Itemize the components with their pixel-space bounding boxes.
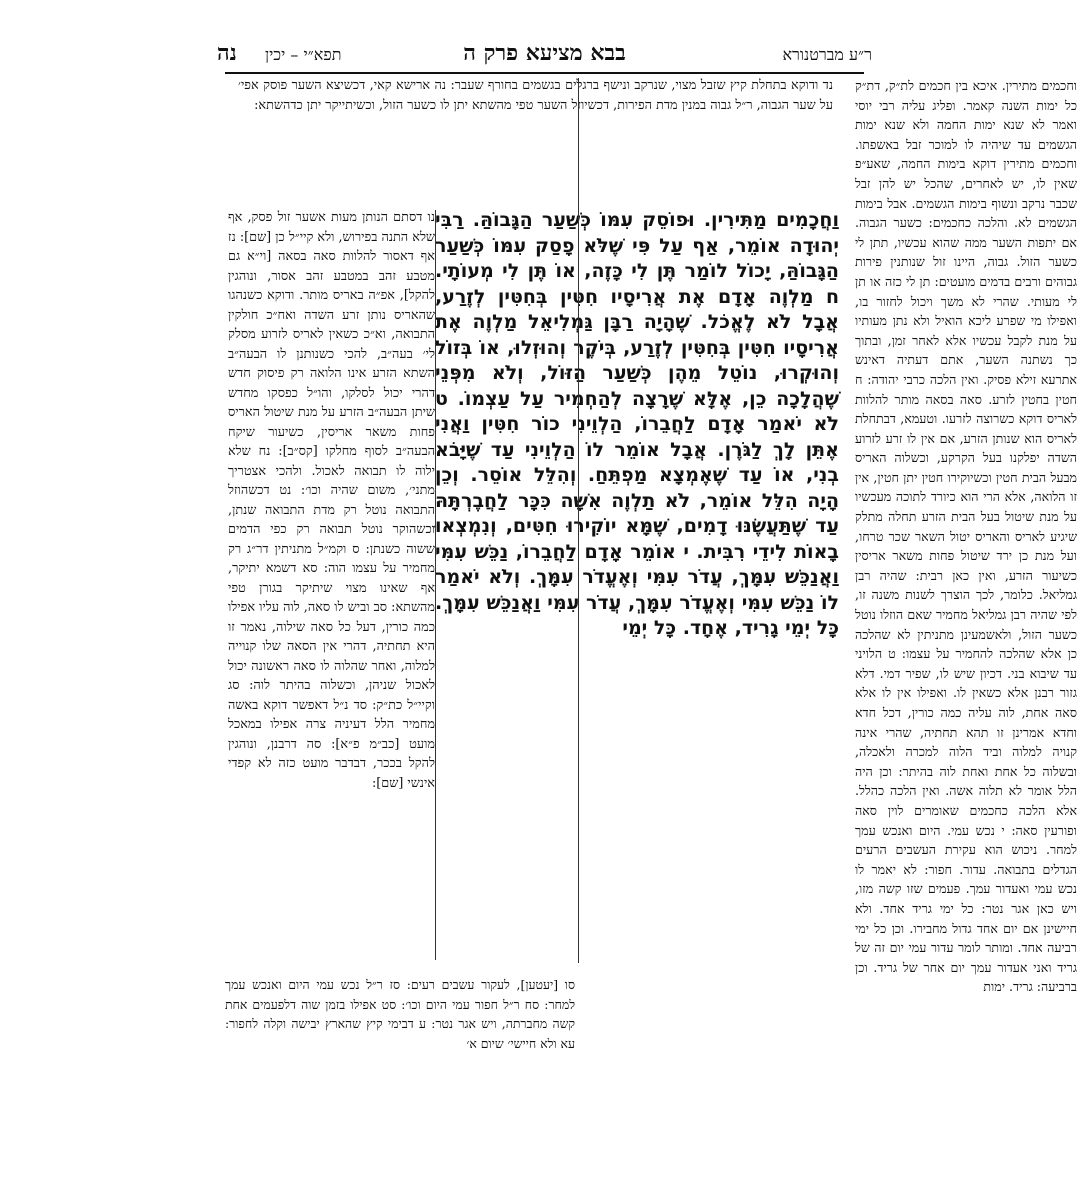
column-divider [578, 78, 579, 963]
column-divider [435, 210, 436, 960]
tifereth-yisrael-top: נד ודוקא בתחלת קיץ שזבל מצוי, שנרקב ונישף ברגלים בגשמים בחורף שעבר: נה ארישא קאי, דכשיצא השער פוסק אפי׳ על שער הגבוה, ר״ל גבוה במנין מדת הפירות, דכשיוזל השער טפי מהשתא יתן לו כשער הזול, וכשיתייקר יתן כדהשתא: [238, 78, 833, 113]
commentary-label-tifereth: תפא״י – יכין [265, 45, 342, 64]
tifereth-yisrael-bottom: סו [יעטען], לעקור עשבים רעים: סז ר״ל נכש עמי היום ואנכש עמך למחר: סח ר״ל חפור עמי היום וכו׳: סט אפילו בזמן שוה דלפעמים אחת קשה מחברתה, ויש אגר נטר: ע דבימי קיץ שהארץ יבישה וקלה לחפור: עא ולא חיישי׳ שיום א׳ [225, 977, 575, 1051]
page-header [217, 40, 872, 74]
tractate-chapter-title: בבא מציעא פרק ה [463, 40, 626, 66]
tifereth-yisrael-column: נו דסתם הנותן מעות אשער זול פסק, אף שלא התנה בפירוש, ולא קיי״ל כן [שם]: נז אף דאסור להלוות סאה בסאה [וי״א גם מטבע זהב במטבע זהב אסור, ונוהגין להקל], אפ״ה באריס מותר. ודוקא כשנהגו שהאריס נותן זרע השדה ואח״כ חולקין התבואה, וא״כ כשאין לאריס לזרוע מסלק לי׳ בעה״ב, להכי כשנותנן לו הבעה״ב השתא הזרע אינו הלואה רק פיסוק חדש דהרי יכול לסלקו, והו״ל כפסקו מחדש שיתן הבעה״ב הזרע על מנת שיטול האריס פחות משאר אריסין, כשיעור שיקח הבעה״ב לסוף מחלקו [קס״ב]: נח שלא ילוה לו תבואה לאכול. ולהכי אצטריך מתני׳, משום שהיה וכו׳: נט דכשהוזל התבואה נוטל רק מדת התבואה שנתן, וכשהוקר נוטל תבואה רק כפי הדמים ששוה כשנתן: ס וקמ״ל מתניתין דר״ג רק מחמיר על עצמו הוה: סא דשמא יתיקר, אף שאינו מצוי שיתיקר בגורן טפי מהשתא: סב וביש לו סאה, לוה עליו אפילו כמה כורין, דעל כל סאה שילוה, נאמר זו היא תחתיה, דהרי אין הסאה שלו קנוייה למלוה, ואחר שהלוה לו סאה ראשונה יכול לאכול שניהן, וכשלוה בהיתר לוה: סג וקיי״ל כת״ק: סד נ״ל דאפשר דוקא באשה מחמיר הלל דעיניה צרה אפילו במאכל מועט [כב״מ פ״א]: סה דרבנן, ונוהגין להקל בככר, דבדבר מועט כזה לא קפדי אינשי [שם]: [228, 210, 435, 791]
commentary-label-bartenura: ר״ע מברטנורא [782, 45, 872, 64]
bartenura-commentary: וחכמים מתירין. איכא בין חכמים לת״ק, דת״ק כל ימות השנה קאמר. ופליג עליה רבי יוסי ואמר לא שנא ימות החמה ולא שנא ימות הגשמים עד שיהיה לו למוכר זבל באשפתו. וחכמים מתירין דוקא בימות החמה, שאע״פ שאין לו, יש לאחרים, שהכל יש להן זבל שכבר נרקב ונשוף בימות הגשמים. אבל בימות הגשמים לא. והלכה כחכמים: כשער הגבוה. אם יתפות השער ממה שהוא עכשיו, תתן לי כשער הזול. גבוה, היינו זול שנותנין פירות גבוהים ורבים בדמים מועטים: תן לי כזה או תן לי מעותי. שהרי לא משך ויכול לחזור בו, ואפילו מי שפרע ליכא הואיל ולא נתן מעותיו על מנת לקבל עכשיו אלא לאחר זמן, ובתוך כך נשתנה השער, אתם דעתיה דאינש אתרעא זילא פסיק. ואין הלכה כרבי יהודה: ח חטין בחטין לזרע. סאה בסאה מותר להלוות לאריס דוקא כשרוצה לזרעו. וטעמא, דבתחלת לאריס הוא שנותן הזרע, אם אין לו זרע לזרוע השדה יפלקנו בעל הקרקע, וכשלוה האריס מבעל הבית חטין וכשיוקירו חטין יתן חטין, אין זו הלואה, אלא הרי הוא כיורד לתוכה מעכשיו על מנת שיטול בעל הבית הזרע תחלה מתלק שיגיע לאריס והאריס יטול השאר שכר טרחו, ועל מנת כן ירד שיטול פחות משאר אריסין כשיעור הזרע, ואין כאן רבית: שהיה רבן גמליאל. כלומר, לכך הוצרך לשנות משנה זו, לפי שהיה רבן גמליאל מחמיר שאם הוזלו נוטל כשער הזול, ולאשמעינן מתניתין לא שהלכה כן אלא שהלכה להחמיר על עצמו: ט הלויני עד שיבוא בני. דכיון שיש לו, שפיר דמי. דלא גזור רבנן אלא כשאין לו. ואפילו אין לו אלא סאה אחת, לוה עליה כמה כורין, דכל חדא וחדא אמרינן זו תהא תחתיה, שהרי אינה קנויה למלוה וביד הלוה למכרה ולאכלה, ובשלוה כל אחת ואחת לוה בהיתר: וכן היה הלל אומר לא תלוה אשה. ואין הלכה כהלל. אלא הלכה כחכמים שאומרים לוין סאה ופורעין סאה: י נכש עמי. היום ואנכש עמך למחר. ניכוש הוא עקירת העשבים הרעים הגדלים בתבואה. עדור. חפור: לא יאמר לו נכש עמי ואעדור עמך. פעמים שזו קשה מזו, ויש כאן אגר נטר: כל ימי גריד אחד. ולא חיישינן אם יום אחד גדול מחבירו. וכן כל ימי רביעה אחד. ומותר לומר עדור עמי יום זה של גריד ואני אעדור עמך יום אחר של גריד. וכן ברביעה: גריד. ימות [855, 78, 1077, 995]
mishna-text: וַחֲכָמִים מַתִּירִין. וּפוֹסֵק עִמּוֹ כְּשַׁעַר הַגָּבוֹהַּ. רַבִּי יְהוּדָה אוֹמֵר, אַף עַל פִּי שֶׁלֹּא פָסַק עִמּוֹ כְּשַׁעַר הַגָּבוֹהַּ, יָכוֹל לוֹמַר תֶּן לִי כָּזֶה, אוֹ תֶּן לִי מְעוֹתָי. ח מַלְוֶה אָדָם אֶת אֲרִיסָיו חִטִּין בְּחִטִּין לְזֶרַע, אֲבָל לֹא לֶאֱכֹל. שֶׁהָיָה רַבָּן גַּמְלִיאֵל מַלְוֶה אֶת אֲרִיסָיו חִטִּין בְּחִטִּין לְזֶרַע, בְּיֹקֶר וְהוּזְלוּ, אוֹ בְּזוֹל וְהוּקְרוּ, נוֹטֵל מֵהֶן כְּשַׁעַר הַזּוֹל, וְלֹא מִפְּנֵי שֶׁהֲלָכָה כֵן, אֶלָּא שֶׁרָצָה לְהַחְמִיר עַל עַצְמוֹ. ט לֹא יֹאמַר אָדָם לַחֲבֵרוֹ, הַלְוֵינִי כוֹר חִטִּין וַאֲנִי אֶתֵּן לָךְ לַגֹּרֶן. אֲבָל אוֹמֵר לוֹ הַלְוֵינִי עַד שֶׁיָּבֹא בְנִי, אוֹ עַד שֶׁאֶמְצָא מַפְתֵּחַ. וְהִלֵּל אוֹסֵר. וְכֵן הָיָה הִלֵּל אוֹמֵר, לֹא תַלְוֶה אִשָּׁה כִּכָּר לַחֲבֶרְתָּהּ עַד שֶׁתַּעֲשֶׂנּוּ דָמִים, שֶׁמָּא יוֹקִירוּ חִטִּים, וְנִמְצְאוּ בָאוֹת לִידֵי רִבִּית. י אוֹמֵר אָדָם לַחֲבֵרוֹ, נַכֵּשׁ עִמִּי וַאֲנַכֵּשׁ עִמָּךְ, עֲדֹר עִמִּי וְאֶעֱדֹר עִמָּךְ. וְלֹא יֹאמַר לוֹ נַכֵּשׁ עִמִּי וְאֶעֱדֹר עִמָּךְ, עֲדֹר עִמִּי וַאֲנַכֵּשׁ עִמָּךְ. כָּל יְמֵי גָרִיד, אֶחָד. כָּל יְמֵי [435, 209, 839, 639]
header-divider [225, 72, 864, 74]
page-number: נה [217, 40, 237, 66]
